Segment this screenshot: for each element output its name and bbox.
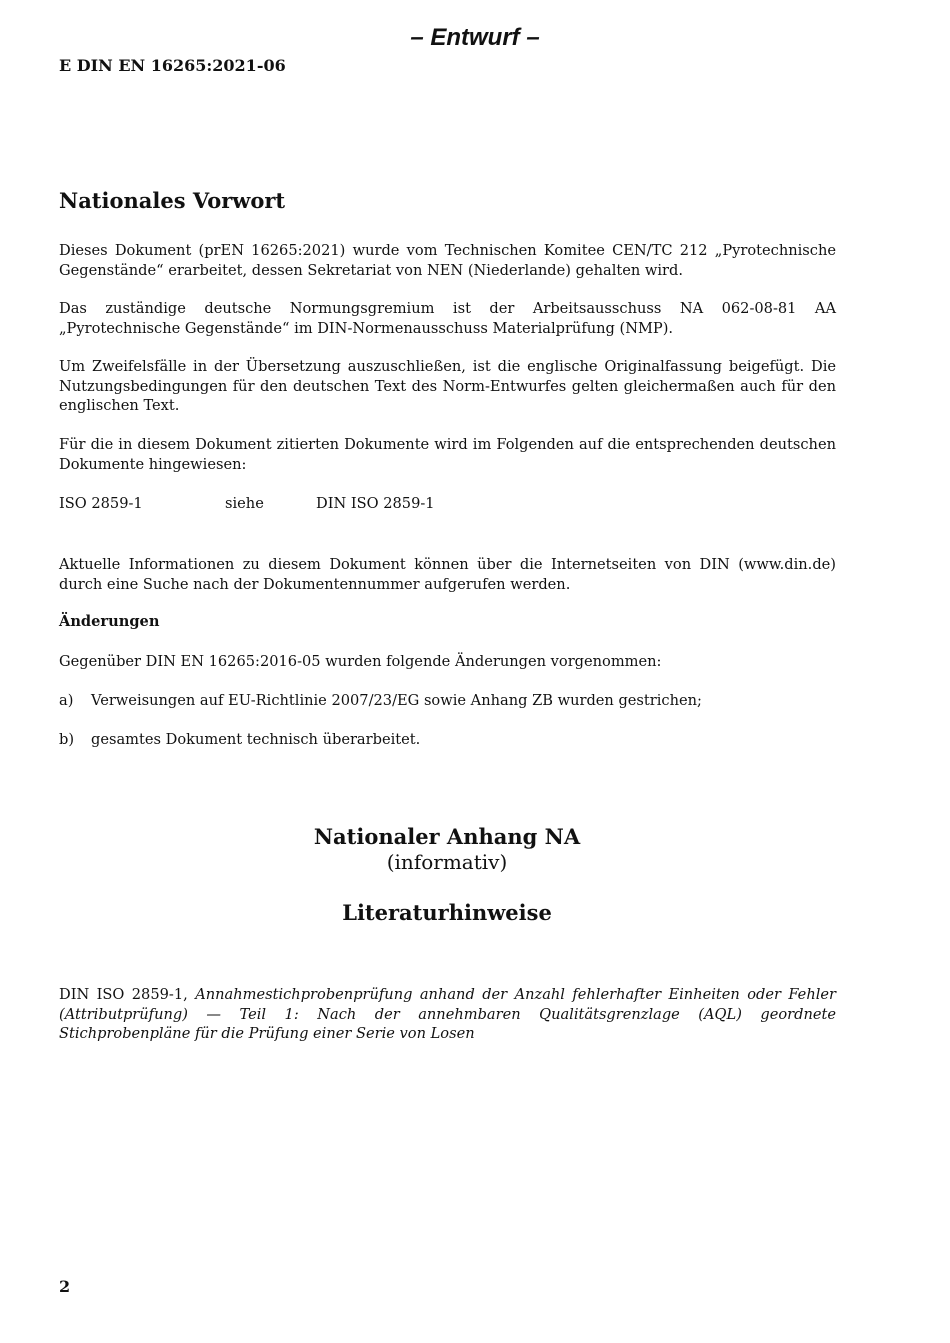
bibliography-ref: DIN ISO 2859-1, bbox=[59, 986, 188, 1003]
list-item bbox=[59, 691, 836, 711]
list-item-label: b) bbox=[59, 731, 75, 748]
foreword-paragraph: Um Zweifelsfälle in der Übersetzung auszuschließen, ist die englische Originalfassung beigefügt. Die Nutzungsbedingungen für den deutschen Text des Norm-Entwurfes gelten gleichermaßen auch für den englischen Text. bbox=[59, 358, 836, 414]
bibliography-entry bbox=[59, 985, 836, 1044]
list-item-text: Verweisungen auf EU-Richtlinie 2007/23/EG sowie Anhang ZB wurden gestrichen; bbox=[91, 692, 702, 709]
annex-subtitle: (informativ) bbox=[386, 850, 508, 874]
page-number: 2 bbox=[59, 1277, 71, 1296]
reference-target: DIN ISO 2859-1 bbox=[316, 495, 435, 512]
changes-heading: Änderungen bbox=[59, 613, 160, 630]
foreword-paragraph: Das zuständige deutsche Normungsgremium ist der Arbeitsausschuss NA 062-08-81 AA „Pyrotechnische Gegenstände“ im DIN-Normenausschuss Materialprüfung (NMP). bbox=[59, 300, 836, 337]
list-item-label: a) bbox=[59, 692, 74, 709]
annex-title: Nationaler Anhang NA bbox=[313, 824, 581, 849]
foreword-title: Nationales Vorwort bbox=[59, 188, 286, 213]
document-id: E DIN EN 16265:2021-06 bbox=[59, 56, 286, 75]
draft-mark: – Entwurf – bbox=[410, 24, 540, 51]
foreword-paragraph: Dieses Dokument (prEN 16265:2021) wurde vom Technischen Komitee CEN/TC 212 „Pyrotechnische Gegenstände“ erarbeitet, dessen Sekretariat von NEN (Niederlande) gehalten wird. bbox=[59, 242, 836, 279]
list-item bbox=[59, 730, 836, 750]
changes-intro: Gegenüber DIN EN 16265:2016-05 wurden folgende Änderungen vorgenommen: bbox=[59, 653, 662, 670]
reference-relation: siehe bbox=[225, 495, 264, 512]
bibliography-title: Literaturhinweise bbox=[342, 900, 552, 925]
list-item-text: gesamtes Dokument technisch überarbeitet. bbox=[91, 731, 421, 748]
info-paragraph: Aktuelle Informationen zu diesem Dokument können über die Internetseiten von DIN (www.din.de) durch eine Suche nach der Dokumentennummer aufgerufen werden. bbox=[59, 556, 836, 593]
reference-source: ISO 2859-1 bbox=[59, 495, 143, 512]
foreword-paragraph: Für die in diesem Dokument zitierten Dokumente wird im Folgenden auf die entsprechenden deutschen Dokumente hingewiesen: bbox=[59, 436, 836, 473]
bibliography-title-text: Annahmestichprobenprüfung anhand der Anzahl fehlerhafter Einheiten oder Fehler (Attributprüfung) — Teil 1: Nach der annehmbaren Qualitätsgrenzlage (AQL) geordnete Stichprobenpläne für die Prüfung einer Serie von Losen bbox=[59, 986, 836, 1042]
